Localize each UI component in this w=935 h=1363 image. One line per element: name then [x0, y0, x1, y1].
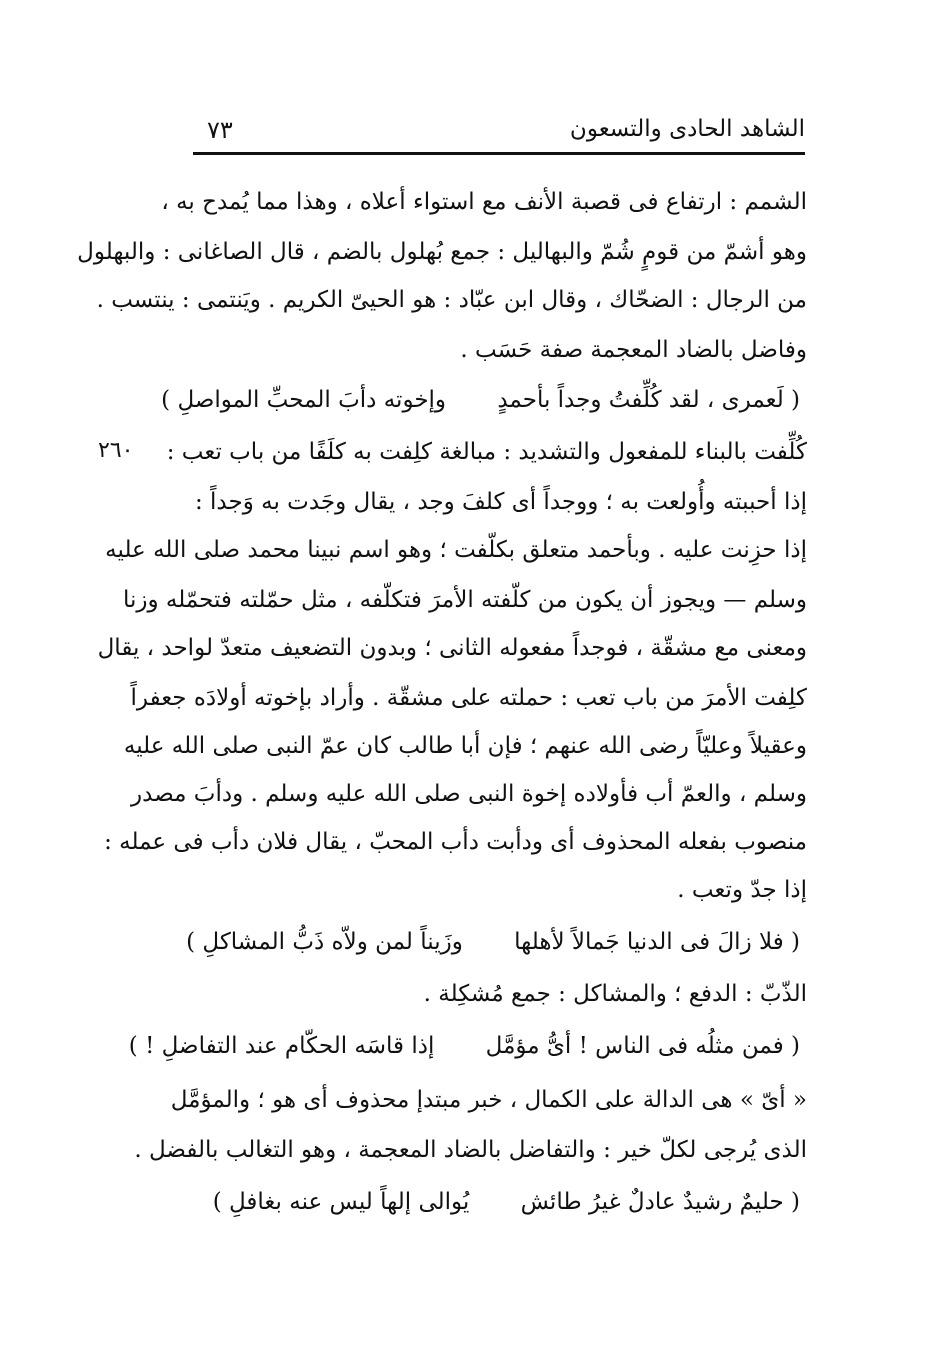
paragraph-line: إذا أحببته وأُولعت به ؛ ووجداً أى كلفَ وجد ، يقال وجَدت به وَجداً : — [194, 489, 807, 515]
paragraph-line: « أىّ » هى الدالة على الكمال ، خبر مبتدإ محذوف أى هو ؛ والمؤمَّل — [170, 1087, 807, 1113]
verse-first-hemistich: ( لَعمرى ، لقد كُلِّفتُ وجداً بأحمدٍ — [497, 387, 800, 413]
paragraph-line: كُلِّفت بالبناء للمفعول والتشديد : مبالغة كلِفت به كلَفًا من باب تعب : — [166, 439, 807, 465]
paragraph-line: وعقيلاً وعليّاً رضى الله عنهم ؛ فإن أبا طالب كان عمّ النبى صلى الله عليه — [123, 733, 807, 759]
paragraph-line: وسلم — ويجوز أن يكون من كلّفته الأمرَ فتكلّفه ، مثل حمّلته فتحمّله وزنا — [122, 587, 807, 613]
header-rule — [193, 152, 805, 155]
verse-first-hemistich: ( حليمٌ رشيدٌ عادلٌ غيرُ طائش — [520, 1189, 800, 1215]
paragraph-line: الشمم : ارتفاع فى قصبة الأنف مع استواء أعلاه ، وهذا مما يُمدح به ، — [161, 189, 807, 215]
paragraph-line: إذا حزِنت عليه . وبأحمد متعلق بكلّفت ؛ وهو اسم نبينا محمد صلى الله عليه — [105, 537, 807, 563]
page-number: ٧٣ — [207, 116, 233, 144]
verse-line — [128, 1030, 800, 1062]
verse-line — [210, 1186, 800, 1218]
paragraph-line: من الرجال : الضحّاك ، وقال ابن عبّاد : هو الحيىّ الكريم . ويَنتمى : ينتسب . — [96, 287, 807, 313]
paragraph-line: وفاضل بالضاد المعجمة صفة حَسَب . — [460, 337, 807, 363]
verse-second-hemistich: يُوالى إلهاً ليس عنه بغافلِ ) — [212, 1189, 470, 1215]
paragraph-line: إذا جدّ وتعب . — [677, 877, 807, 903]
paragraph-line: الذى يُرجى لكلّ خير : والتفاضل بالضاد المعجمة ، وهو التغالب بالفضل . — [134, 1137, 807, 1163]
running-title: الشاهد الحادى والتسعون — [569, 116, 805, 142]
verse-second-hemistich: وزَيناً لمن ولاّه ذَبُّ المشاكلِ ) — [186, 929, 463, 955]
verse-line — [186, 926, 800, 958]
paragraph-line: الذّبّ : الدفع ؛ والمشاكل : جمع مُشكِلة . — [423, 981, 807, 1007]
paragraph-line: كلِفت الأمرَ من باب تعب : حملته على مشقّة . وأراد بإخوته أولادَه جعفراً — [130, 685, 807, 711]
paragraph-line: وهو أشمّ من قومٍ شُمّ والبهاليل : جمع بُهلول بالضم ، قال الصاغانى : والبهلول — [77, 239, 807, 265]
margin-reference-number: ٢٦٠ — [98, 438, 134, 463]
paragraph-line: وسلم ، والعمّ أب فأولاده إخوة النبى صلى الله عليه وسلم . ودأبَ مصدر — [131, 781, 807, 807]
verse-line — [161, 384, 800, 416]
verse-second-hemistich: إذا قاسَه الحكّام عند التفاضلِ ! ) — [128, 1033, 435, 1059]
verse-first-hemistich: ( فمن مثلُه فى الناس ! أىُّ مؤمَّل — [485, 1033, 800, 1059]
verse-second-hemistich: وإخوته دأبَ المحبِّ المواصلِ ) — [161, 387, 447, 413]
page-header — [193, 112, 805, 152]
verse-first-hemistich: ( فلا زالَ فى الدنيا جَمالاً لأهلها — [514, 929, 800, 955]
paragraph-line: منصوب بفعله المحذوف أى ودأبت دأب المحبّ ، يقال فلان دأب فى عمله : — [104, 829, 807, 855]
paragraph-line: ومعنى مع مشقّة ، فوجداً مفعوله الثانى ؛ وبدون التضعيف متعدّ لواحد ، يقال — [97, 635, 807, 661]
